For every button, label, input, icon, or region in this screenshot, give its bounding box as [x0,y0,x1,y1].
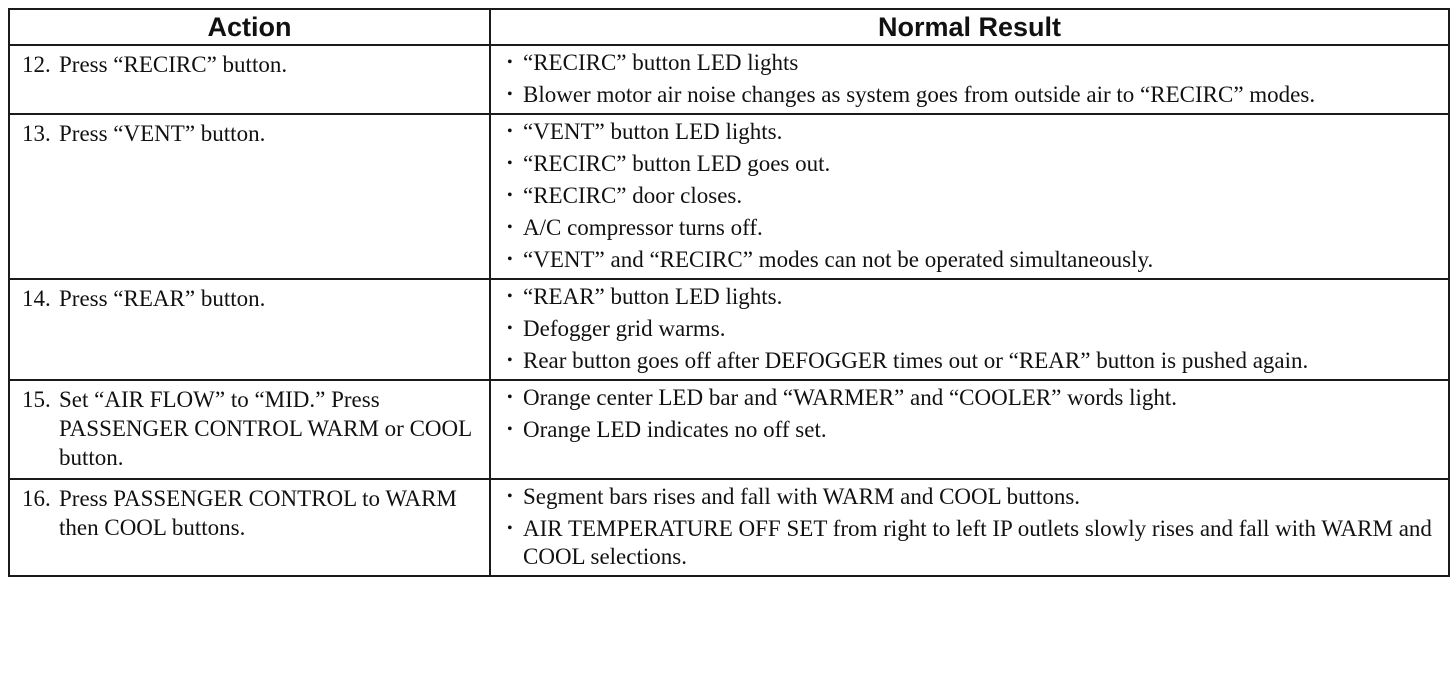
bullet-icon: • [507,488,513,505]
result-item [507,515,1436,571]
result-text: Orange center LED bar and “WARMER” and “COOLER” words light. [523,385,1178,410]
result-text: Blower motor air noise changes as system goes from outside air to “RECIRC” modes. [523,82,1316,107]
table-row [9,279,1449,380]
bullet-icon: • [507,86,513,103]
bullet-icon: • [507,123,513,140]
action-cell [9,479,490,576]
action-cell [9,380,490,479]
table-row [9,45,1449,114]
result-item [507,81,1436,109]
bullet-icon: • [507,520,513,537]
procedure-table-container [8,8,1448,577]
result-item [507,246,1436,274]
step-number: 12. [22,52,51,77]
result-text: AIR TEMPERATURE OFF SET from right to left IP outlets slowly rises and fall with WARM and COOL selections. [523,516,1432,569]
result-item [507,150,1436,178]
result-text: Orange LED indicates no off set. [523,417,827,442]
bullet-icon: • [507,389,513,406]
result-item [507,49,1436,77]
result-text: “RECIRC” button LED goes out. [523,151,831,176]
bullet-icon: • [507,251,513,268]
step-number: 14. [22,286,51,311]
action-cell [9,45,490,114]
step-number: 13. [22,121,51,146]
result-cell [490,380,1449,479]
result-cell [490,114,1449,279]
action-cell [9,279,490,380]
result-item [507,483,1436,511]
result-text: A/C compressor turns off. [523,215,763,240]
step-number: 15. [22,387,51,412]
result-item [507,214,1436,242]
bullet-icon: • [507,54,513,71]
table-row [9,479,1449,576]
result-item [507,283,1436,311]
result-cell [490,279,1449,380]
result-text: Rear button goes off after DEFOGGER times out or “REAR” button is pushed again. [523,348,1309,373]
bullet-icon: • [507,320,513,337]
result-item [507,384,1436,412]
bullet-icon: • [507,288,513,305]
result-text: “VENT” and “RECIRC” modes can not be operated simultaneously. [523,247,1154,272]
bullet-icon: • [507,352,513,369]
header-normal-result: Normal Result [490,9,1449,45]
table-row [9,114,1449,279]
header-action: Action [9,9,490,45]
step-action-text: Press “REAR” button. [59,286,266,311]
result-text: “RECIRC” button LED lights [523,50,799,75]
table-row [9,380,1449,479]
bullet-icon: • [507,187,513,204]
result-item [507,347,1436,375]
bullet-icon: • [507,421,513,438]
result-cell [490,45,1449,114]
step-action-text: Set “AIR FLOW” to “MID.” Press PASSENGER CONTROL WARM or COOL button. [59,387,472,470]
result-item [507,416,1436,444]
result-text: Segment bars rises and fall with WARM and COOL buttons. [523,484,1081,509]
result-item [507,182,1436,210]
result-text: “VENT” button LED lights. [523,119,783,144]
step-number: 16. [22,486,51,511]
procedure-table [8,8,1450,577]
result-text: “REAR” button LED lights. [523,284,783,309]
bullet-icon: • [507,219,513,236]
result-cell [490,479,1449,576]
result-text: Defogger grid warms. [523,316,726,341]
step-action-text: Press “RECIRC” button. [59,52,288,77]
bullet-icon: • [507,155,513,172]
step-action-text: Press PASSENGER CONTROL to WARM then COOL buttons. [59,486,457,540]
header-row [9,9,1449,45]
step-action-text: Press “VENT” button. [59,121,266,146]
result-item [507,315,1436,343]
action-cell [9,114,490,279]
result-item [507,118,1436,146]
result-text: “RECIRC” door closes. [523,183,743,208]
